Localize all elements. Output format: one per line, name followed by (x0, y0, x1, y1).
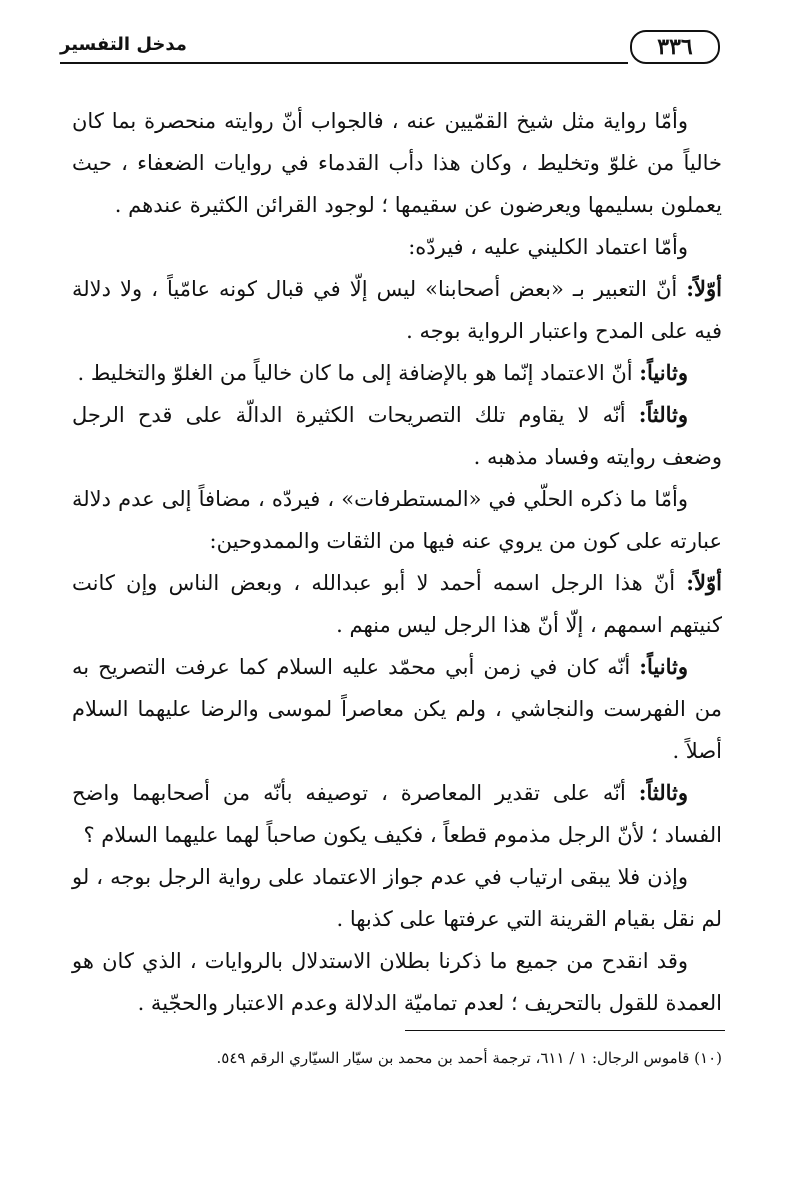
paragraph: أوّلاً: أنّ التعبير بـ «بعض أصحابنا» ليس إلّا في قبال كونه عامّياً ، ولا دلالة فيه على المدح واعتبار الرواية بوجه . (72, 276, 722, 343)
main-text (72, 100, 722, 1024)
paragraph: أوّلاً: أنّ هذا الرجل اسمه أحمد لا أبو عبدالله ، وبعض الناس وإن كانت كنيتهم اسمهم ، إلّا أنّ هذا الرجل ليس منهم . (72, 570, 722, 637)
paragraph: وثانياً: أنّه كان في زمن أبي محمّد عليه السلام كما عرفت التصريح به من الفهرست والنجاشي ، ولم يكن معاصراً لموسى والرضا عليهما السلام أصلاً . (72, 654, 722, 763)
paragraph: وأمّا رواية مثل شيخ القمّيين عنه ، فالجواب أنّ روايته منحصرة بما كان خالياً من غلوّ وتخليط ، وكان هذا دأب القدماء في روايات الضعفاء ، حيث يعملون بسليمها ويعرضون عن سقيمها ؛ لوجود القرائن الكثيرة عندهم . (72, 109, 722, 217)
running-title: مدخل التفسير (60, 34, 187, 55)
paragraph: وثالثاً: أنّه لا يقاوم تلك التصريحات الكثيرة الدالّة على قدح الرجل وضعف روايته وفساد مذهبه . (72, 402, 722, 469)
paragraph: وثانياً: أنّ الاعتماد إنّما هو بالإضافة إلى ما كان خالياً من الغلوّ والتخليط . (77, 360, 688, 385)
paragraph: وأمّا ما ذكره الحلّي في «المستطرفات» ، فيردّه ، مضافاً إلى عدم دلالة عبارته على كون من يروي عنه فيها من الثقات والممدوحين: (72, 487, 722, 553)
page-number: ٣٣٦ (630, 30, 720, 64)
paragraph: وأمّا اعتماد الكليني عليه ، فيردّه: (408, 235, 688, 259)
footnote: (١٠) قاموس الرجال: ١ / ٦١١، ترجمة أحمد بن محمد بن سيّار السيّاري الرقم ٥٤٩. (216, 1049, 722, 1067)
paragraph: وقد انقدح من جميع ما ذكرنا بطلان الاستدلال بالروايات ، الذي كان هو العمدة للقول بالتحريف ؛ لعدم تماميّة الدلالة وعدم الاعتبار والحجّية . (72, 949, 722, 1015)
paragraph: وثالثاً: أنّه على تقدير المعاصرة ، توصيفه بأنّه من أصحابهما واضح الفساد ؛ لأنّ الرجل مذموم قطعاً ، فكيف يكون صاحباً لهما عليهما السلام ؟ (72, 780, 722, 847)
paragraph: وإذن فلا يبقى ارتياب في عدم جواز الاعتماد على رواية الرجل بوجه ، لو لم نقل بقيام القرينة التي عرفتها على كذبها . (72, 865, 722, 931)
header-rule (60, 62, 628, 64)
page-header (60, 30, 720, 70)
footnote-rule (405, 1030, 725, 1031)
